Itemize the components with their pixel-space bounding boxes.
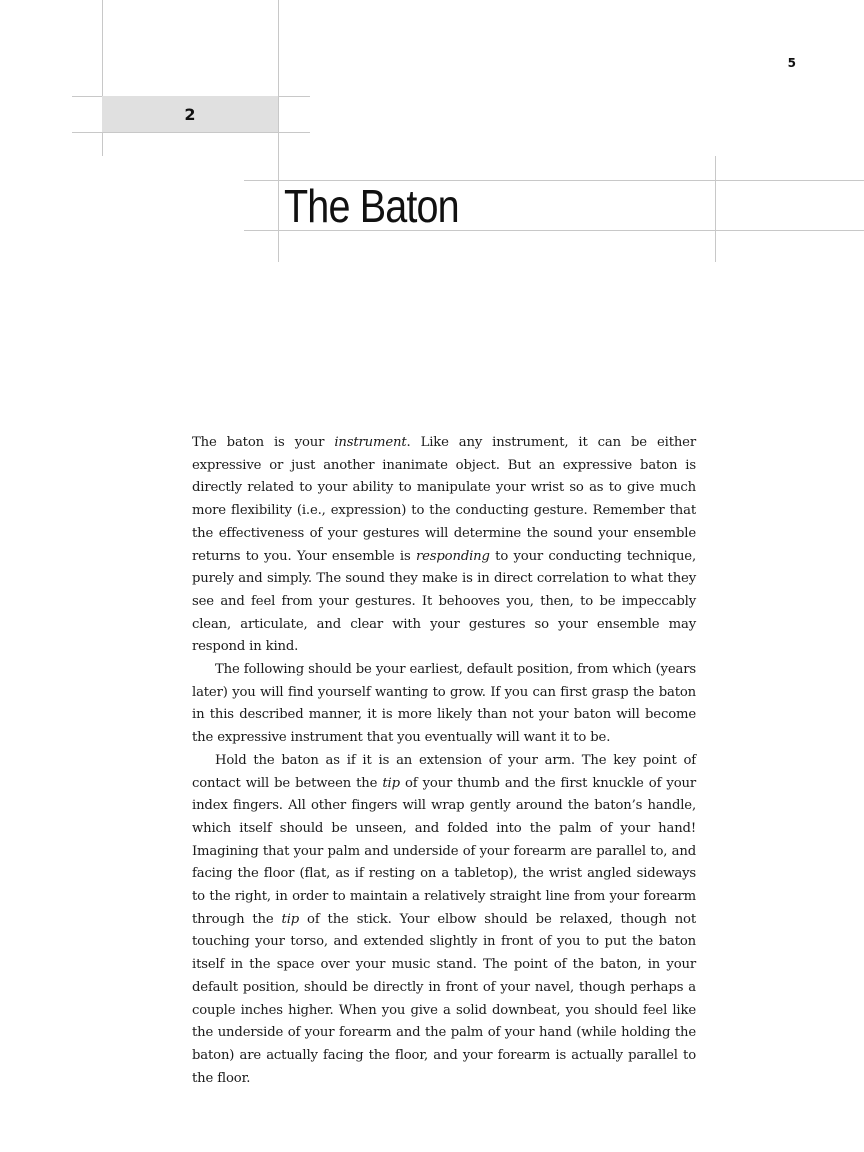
paragraph-3: Hold the baton as if it is an extension of your arm. The key point of contact will be between the tip of your thumb and the first knuckle of your index fingers. All other fingers will wrap gently around the baton’s handle, which itself should be unseen, and folded into the palm of your hand! Imagining that your palm and underside of your forearm are parallel to, and facing the floor (flat, as if resting on a tabletop), the wrist angled sideways to the right, in order to maintain a relatively straight line from your forearm through the tip of the stick. Your elbow should be relaxed, though not touching your torso, and extended slightly in front of you to put the baton itself in the space over your music stand. The point of the baton, in your default position, should be directly in front of your navel, though perhaps a couple inches higher. When you give a solid downbeat, you should feel like the underside of your forearm and the palm of your hand (while holding the baton) are actually facing the floor, and your forearm is actually parallel to the floor. [192, 752, 696, 1086]
emphasis-instrument: instrument [334, 435, 407, 450]
paragraph-1: The baton is your instrument. Like any instrument, it can be either expressive or just another inanimate object. But an expressive baton is directly related to your ability to manipulate your wrist so as to give much more flexibility (i.e., expression) to the conducting gesture. Remember that the effectiveness of your gestures will determine the sound your ensemble returns to you. Your ensemble is responding to your conducting technique, purely and simply. The sound they make is in direct correlation to what they see and feel from your gestures. It behooves you, then, to be impeccably clean, articulate, and clear with your gestures so your ensemble may respond in kind. [192, 435, 696, 655]
emphasis-tip: tip [382, 775, 400, 791]
emphasis-tip-2: tip [281, 911, 300, 927]
frame-rule-right-vertical [715, 156, 716, 262]
chapter-number: 2 [184, 105, 196, 124]
body-text [192, 432, 696, 1090]
page-number: 5 [787, 56, 796, 70]
emphasis-responding: responding [415, 548, 490, 564]
paragraph-2: The following should be your earliest, default position, from which (years later) you will find yourself wanting to grow. If you can first grasp the baton in this described manner, it is more likely than not your baton will become the expressive instrument that you eventually will want it to be. [192, 662, 696, 746]
frame-rule-mid-vertical [278, 0, 279, 262]
frame-rule-chapter-bottom [72, 132, 310, 133]
chapter-title: The Baton [284, 180, 459, 232]
